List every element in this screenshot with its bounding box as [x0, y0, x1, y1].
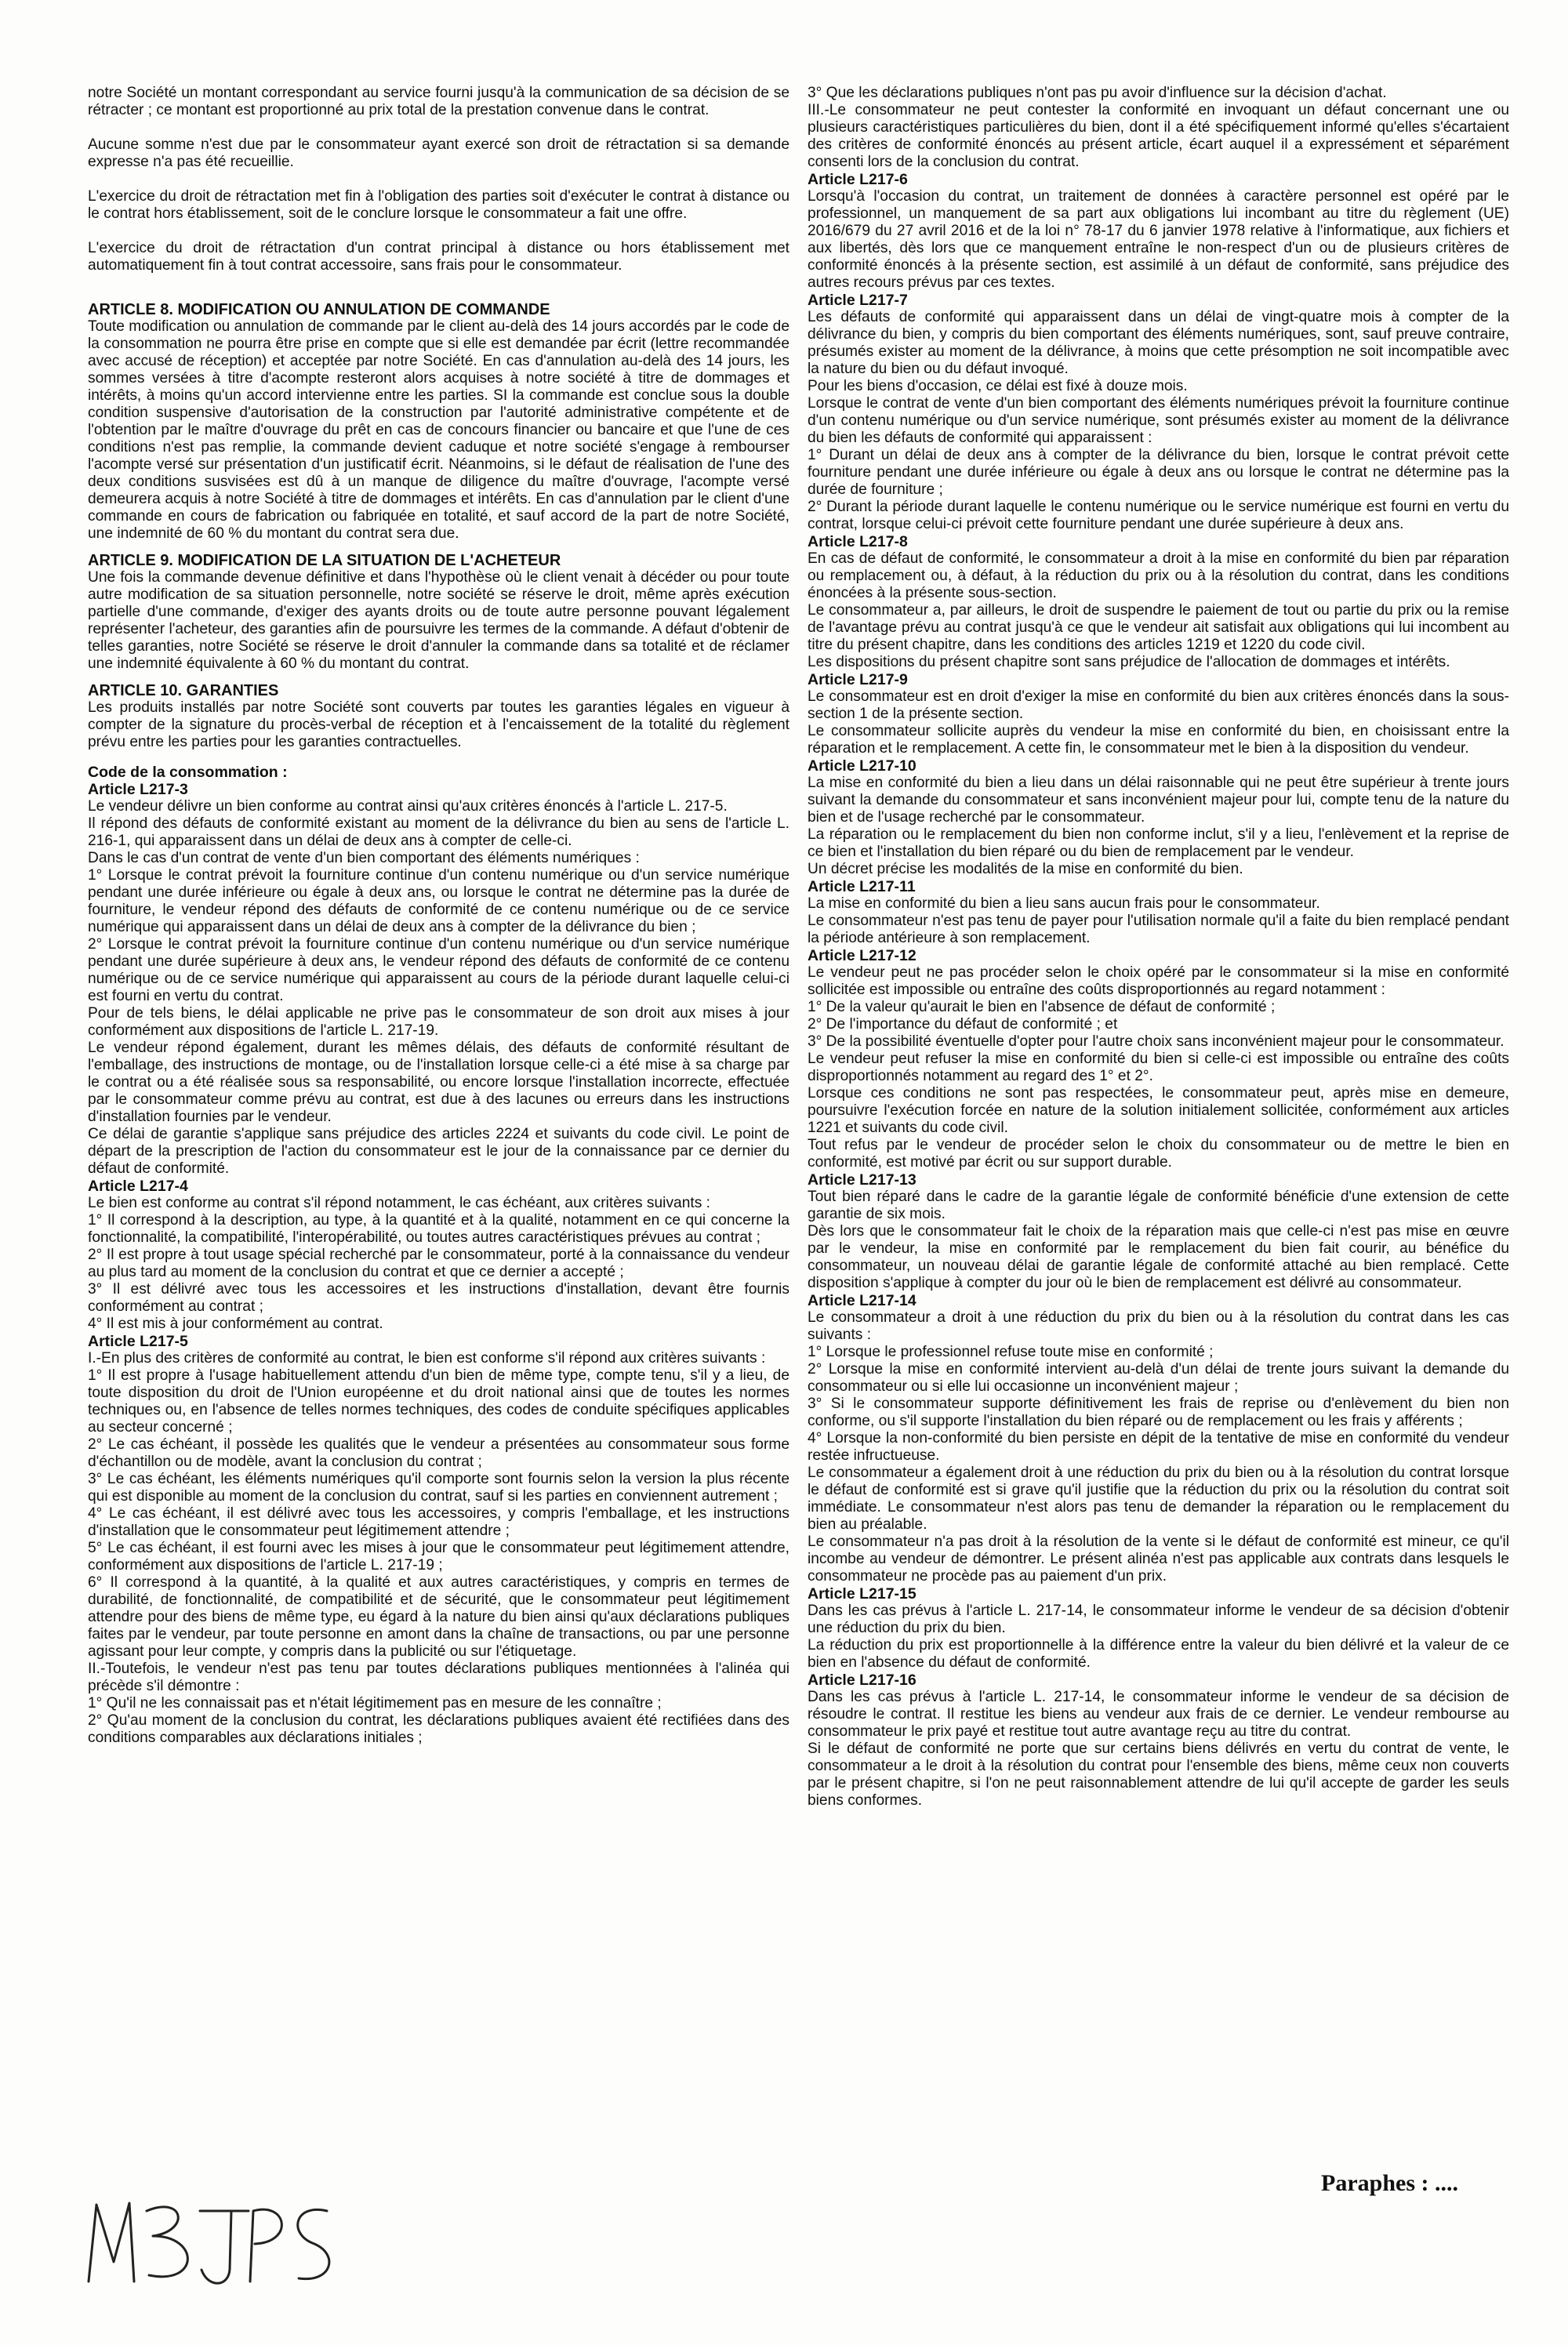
- paragraph: 2° Lorsque le contrat prévoit la fourniture continue d'un contenu numérique ou d'un service numérique pendant une durée supérieure à deux ans, le vendeur répond des défauts de conformité de ce contenu numérique ou de ce service numérique qui apparaissent au cours de la période durant laquelle celui-ci est fourni en vertu du contrat.: [88, 936, 789, 1004]
- paragraph: 3° De la possibilité éventuelle d'opter pour l'autre choix sans inconvénient majeur pour le consommateur.: [808, 1033, 1504, 1050]
- paragraph: Ce délai de garantie s'applique sans préjudice des articles 2224 et suivants du code civil. Le point de départ de la prescription de l'action du consommateur est le jour de la connaissance par ce dernier du défaut de conformité.: [88, 1126, 789, 1177]
- paragraph: III.-Le consommateur ne peut contester la conformité en invoquant un défaut concernant une ou plusieurs caractéristiques particulières du bien, dont il a été spécifiquement informé qu'elles s'écartaient des critères de conformité énoncés au présent article, écart auquel il a expressément et séparément consenti lors de la conclusion du contrat.: [808, 102, 1509, 170]
- paragraph: La réparation ou le remplacement du bien non conforme inclut, s'il y a lieu, l'enlèvement et la reprise de ce bien et l'installation du bien réparé ou du bien de remplacement par le vendeur.: [808, 826, 1509, 860]
- article-heading: Article L217-10: [808, 757, 916, 775]
- paragraph: 1° Lorsque le professionnel refuse toute mise en conformité ;: [808, 1344, 1214, 1360]
- paragraph: 1° Durant un délai de deux ans à compter de la délivrance du bien, lorsque le contrat prévoit cette fourniture pendant une durée inférieure ou égale à deux ans ou lorsque le contrat ne détermine pas la durée de fourniture ;: [808, 447, 1509, 498]
- paragraph: Le vendeur peut refuser la mise en conformité du bien si celle-ci est impossible ou entraîne des coûts disproportionnés notamment au regard des 1° et 2°.: [808, 1051, 1509, 1084]
- article-heading: Article L217-9: [808, 671, 908, 688]
- paragraph: Le consommateur n'a pas droit à la résolution de la vente si le défaut de conformité est mineur, ce qu'il incombe au vendeur de démontrer. Le présent alinéa n'est pas applicable aux contrats dans lesquels le consommateur ne procède pas au paiement d'un prix.: [808, 1534, 1509, 1585]
- paragraph: 6° Il correspond à la quantité, à la qualité et aux autres caractéristiques, y compris en termes de durabilité, de fonctionnalité, de compatibilité et de sécurité, que le consommateur peut légitimement attendre pour des biens de même type, eu égard à la nature du bien ainsi qu'aux déclarations publiques faites par le vendeur, par toute personne en amont dans la chaîne de transactions, ou par une personne agissant pour leur compte, y compris dans la publicité ou sur l'étiquetage.: [88, 1574, 789, 1660]
- paragraph: 2° Lorsque la mise en conformité intervient au-delà d'un délai de trente jours suivant la demande du consommateur ou si elle lui occasionne un inconvénient majeur ;: [808, 1361, 1509, 1395]
- paragraph: 4° Le cas échéant, il est délivré avec tous les accessoires, y compris l'emballage, et les instructions d'installation que le consommateur peut légitimement attendre ;: [88, 1505, 789, 1539]
- paragraph: 3° Il est délivré avec tous les accessoires et les instructions d'installation, devant être fournis conformément au contrat ;: [88, 1281, 789, 1315]
- paragraph: 4° Lorsque la non-conformité du bien persiste en dépit de la tentative de mise en conformité du vendeur restée infructueuse.: [808, 1430, 1509, 1464]
- paragraph: Le vendeur peut ne pas procéder selon le choix opéré par le consommateur si la mise en conformité sollicitée est impossible ou entraîne des coûts disproportionnés au regard notamment :: [808, 964, 1509, 998]
- paragraph: Dès lors que le consommateur fait le choix de la réparation mais que celle-ci n'est pas mise en œuvre par le vendeur, la mise en conformité par le remplacement du bien fait courir, au bénéfice du consommateur, un nouveau délai de garantie légale de conformité attaché au bien remplacé. Cette disposition s'applique à compter du jour où le bien de remplacement est délivré au consommateur.: [808, 1223, 1509, 1291]
- paragraph: 4° Il est mis à jour conformément au contrat.: [88, 1316, 383, 1332]
- paragraph: Les dispositions du présent chapitre sont sans préjudice de l'allocation de dommages et intérêts.: [808, 654, 1450, 670]
- paragraph: Pour les biens d'occasion, ce délai est fixé à douze mois.: [808, 378, 1188, 394]
- paragraph: Lorsqu'à l'occasion du contrat, un traitement de données à caractère personnel est opéré par le professionnel, un manquement de sa part aux obligations lui incombant au titre du règlement (UE) 2016/679 du 27 avril 2016 et de la loi n° 78-17 du 6 janvier 1978 relative à l'informatique, aux fichiers et aux libertés, dès lors que ce manquement entraîne le non-respect d'un ou de plusieurs critères de conformité énoncés à la présente section, est assimilé à un défaut de conformité, sans préjudice des autres recours prévus par ces textes.: [808, 188, 1509, 291]
- paragraph: Le vendeur répond également, durant les mêmes délais, des défauts de conformité résultant de l'emballage, des instructions de montage, ou de l'installation lorsque celle-ci a été mise à sa charge par le contrat ou a été réalisée sous sa responsabilité, ou encore lorsque l'installation incorrecte, effectuée par le consommateur comme prévu au contrat, est due à des lacunes ou erreurs dans les instructions d'installation fournies par le vendeur.: [88, 1040, 789, 1125]
- paragraph: 5° Le cas échéant, il est fourni avec les mises à jour que le consommateur peut légitimement attendre, conformément aux dispositions de l'article L. 217-19 ;: [88, 1540, 789, 1574]
- article-8-body: Toute modification ou annulation de commande par le client au-delà des 14 jours accordés par le code de la consommation ne pourra être prise en compte que si elle est demandée par écrit (lettre recommandée avec accusé de réception) et acceptée par notre Société. En cas d'annulation au-delà des 14 jours, les sommes versées à titre d'acompte resteront alors acquises à notre société à titre de dommages et intérêts, à moins qu'un accord intervienne entre les parties. SI la commande est conclue sous la double condition suspensive d'autorisation de la construction par l'autorité administrative compétente et de l'obtention par le maître d'ouvrage du prêt en cas de concours financier ou bancaire et que l'une de ces conditions n'est pas remplie, la commande devient caduque et notre société s'engage à rembourser l'acompte versé sur présentation d'un justificatif écrit. Néanmoins, si le défaut de réalisation de l'une des deux conditions susvisées est dû à un manque de diligence du maître d'ouvrage, l'acompte versé demeurera acquis à notre Société à titre de dommages et intérêts. En cas d'annulation par le client d'une commande en cours de fabrication ou fabriquée en totalité, et sauf accord de la part de notre Société, une indemnité de 60 % du montant du contrat sera due.: [88, 318, 789, 542]
- paragraph: 2° Il est propre à tout usage spécial recherché par le consommateur, porté à la connaissance du vendeur au plus tard au moment de la conclusion du contrat et que ce dernier a accepté ;: [88, 1247, 789, 1280]
- paragraph: Le consommateur a également droit à une réduction du prix du bien ou à la résolution du contrat lorsque le défaut de conformité est si grave qu'il justifie que la réduction du prix ou la résolution du contrat soit immédiate. Le consommateur n'est alors pas tenu de demander la réparation ou le remplacement du bien au préalable.: [808, 1465, 1509, 1533]
- article-heading: Article L217-5: [88, 1333, 188, 1350]
- paragraph: Les défauts de conformité qui apparaissent dans un délai de vingt-quatre mois à compter de la délivrance du bien, y compris du bien comportant des éléments numériques, sont, sauf preuve contraire, présumés exister au moment de la délivrance, à moins que cette présomption ne soit incompatible avec la nature du bien ou du défaut invoqué.: [808, 309, 1509, 377]
- left-column: [88, 85, 789, 1747]
- article-heading: Article L217-3: [88, 781, 188, 798]
- paragraph: Le consommateur n'est pas tenu de payer pour l'utilisation normale qu'il a faite du bien remplacé pendant la période antérieure à son remplacement.: [808, 913, 1509, 946]
- paragraph: notre Société un montant correspondant au service fourni jusqu'à la communication de sa décision de se rétracter ; ce montant est proportionné au prix total de la prestation convenue dans le contrat.: [88, 85, 789, 118]
- right-column: [808, 85, 1509, 1810]
- article-heading: Article L217-12: [808, 947, 916, 964]
- article-9-body: Une fois la commande devenue définitive et dans l'hypothèse où le client venait à décéder ou pour toute autre modification de sa situation personnelle, notre société se réserve le droit, même après exécution partielle d'une commande, d'exiger des ayants droits ou de toute autre personne pouvant légalement représenter l'acheteur, des garanties afin de poursuivre les termes de la commande. A défaut d'obtenir de telles garanties, notre Société se réserve le droit d'annuler la commande dans sa totalité et de réclamer une indemnité équivalente à 60 % du montant du contrat.: [88, 569, 789, 672]
- paragraph: 1° Qu'il ne les connaissait pas et n'était légitimement pas en mesure de les connaître ;: [88, 1695, 662, 1712]
- handwritten-initials-signature: [82, 2187, 341, 2297]
- article-heading: Article L217-7: [808, 292, 908, 309]
- paragraph: 1° Lorsque le contrat prévoit la fourniture continue d'un contenu numérique ou d'un service numérique pendant une durée inférieure ou égale à deux ans, ou lorsque le contrat ne détermine pas la durée de fourniture, le vendeur répond des défauts de conformité de ce contenu numérique ou de ce service numérique qui apparaissent dans un délai de deux ans à compter de la délivrance du bien ;: [88, 867, 789, 935]
- paragraph: 2° Qu'au moment de la conclusion du contrat, les déclarations publiques avaient été rectifiées dans des conditions comparables aux déclarations initiales ;: [88, 1712, 789, 1746]
- article-8-heading: ARTICLE 8. MODIFICATION OU ANNULATION DE COMMANDE: [88, 301, 550, 318]
- article-9-heading: ARTICLE 9. MODIFICATION DE LA SITUATION DE L'ACHETEUR: [88, 552, 561, 569]
- paragraph: Il répond des défauts de conformité existant au moment de la délivrance du bien au sens de l'article L. 216-1, qui apparaissent dans un délai de deux ans à compter de celle-ci.: [88, 815, 789, 849]
- article-heading: Article L217-14: [808, 1292, 916, 1309]
- paragraph: Lorsque ces conditions ne sont pas respectées, le consommateur peut, après mise en demeure, poursuivre l'exécution forcée en nature de la solution initialement sollicitée, conformément aux articles 1221 et suivants du code civil.: [808, 1085, 1509, 1136]
- paragraph: 1° De la valeur qu'aurait le bien en l'absence de défaut de conformité ;: [808, 999, 1276, 1015]
- article-10-body: Les produits installés par notre Société sont couverts par toutes les garanties légales en vigueur à compter de la signature du procès-verbal de réception et à l'encaissement de la totalité du règlement prévu entre les parties pour les garanties contractuelles.: [88, 699, 789, 750]
- paragraph: 3° Le cas échéant, les éléments numériques qu'il comporte sont fournis selon la version la plus récente qui est disponible au moment de la conclusion du contrat, sauf si les parties en conviennent autrement ;: [88, 1471, 789, 1505]
- right-articles: [808, 171, 1509, 1810]
- paragraph: 3° Que les déclarations publiques n'ont pas pu avoir d'influence sur la décision d'achat.: [808, 85, 1387, 101]
- paragraph: 1° Il correspond à la description, au type, à la quantité et à la qualité, notamment en ce qui concerne la fonctionnalité, la compatibilité, l'interopérabilité, ou toutes autres caractéristiques prévues au contrat ;: [88, 1212, 789, 1246]
- paragraph: 2° Durant la période durant laquelle le contenu numérique ou le service numérique est fourni en vertu du contrat, lorsque celui-ci prévoit cette fourniture pendant une durée supérieure à deux ans.: [808, 499, 1509, 532]
- paragraph: 1° Il est propre à l'usage habituellement attendu d'un bien de même type, compte tenu, s'il y a lieu, de toute disposition du droit de l'Union européenne et du droit national ainsi que de toutes les normes techniques ou, en l'absence de telles normes techniques, des codes de conduite spécifiques applicables au secteur concerné ;: [88, 1367, 789, 1436]
- article-10-heading: ARTICLE 10. GARANTIES: [88, 682, 279, 699]
- article-heading: Article L217-6: [808, 171, 908, 188]
- paragraph: Dans les cas prévus à l'article L. 217-14, le consommateur informe le vendeur de sa décision de résoudre le contrat. Il restitue les biens au vendeur aux frais de ce dernier. Le vendeur rembourse au consommateur le prix payé et restitue tout autre avantage reçu au titre du contrat.: [808, 1689, 1509, 1740]
- paragraph: L'exercice du droit de rétractation met fin à l'obligation des parties soit d'exécuter le contrat à distance ou le contrat hors établissement, soit de le conclure lorsque le consommateur a fait une offre.: [88, 188, 789, 222]
- article-heading: Article L217-8: [808, 533, 908, 550]
- paragraph: Le consommateur a, par ailleurs, le droit de suspendre le paiement de tout ou partie du prix ou la remise de l'avantage prévu au contrat jusqu'à ce que le vendeur ait satisfait aux obligations qui lui incombent au titre du présent chapitre, dans les conditions des articles 1219 et 1220 du code civil.: [808, 602, 1509, 653]
- paragraph: Dans les cas prévus à l'article L. 217-14, le consommateur informe le vendeur de sa décision d'obtenir une réduction du prix du bien.: [808, 1603, 1509, 1636]
- paragraph: 2° Le cas échéant, il possède les qualités que le vendeur a présentées au consommateur sous forme d'échantillon ou de modèle, avant la conclusion du contrat ;: [88, 1436, 789, 1470]
- paragraph: Le vendeur délivre un bien conforme au contrat ainsi qu'aux critères énoncés à l'article L. 217-5.: [88, 798, 728, 815]
- article-heading: Article L217-4: [88, 1178, 188, 1195]
- paragraph: Pour de tels biens, le délai applicable ne prive pas le consommateur de son droit aux mises à jour conformément aux dispositions de l'article L. 217-19.: [88, 1005, 789, 1039]
- paragraph: Aucune somme n'est due par le consommateur ayant exercé son droit de rétractation si sa demande expresse n'a pas été recueillie.: [88, 136, 789, 170]
- paragraph: Lorsque le contrat de vente d'un bien comportant des éléments numériques prévoit la fourniture continue d'un contenu numérique ou d'un service numérique, sont présumés exister au moment de la délivrance du bien les défauts de conformité qui apparaissent :: [808, 395, 1509, 446]
- paragraph: Le consommateur a droit à une réduction du prix du bien ou à la résolution du contrat dans les cas suivants :: [808, 1309, 1509, 1343]
- paragraph: Tout bien réparé dans le cadre de la garantie légale de conformité bénéficie d'une extension de cette garantie de six mois.: [808, 1189, 1509, 1222]
- article-heading: Article L217-13: [808, 1171, 916, 1189]
- article-heading: Article L217-11: [808, 878, 916, 895]
- paragraph: En cas de défaut de conformité, le consommateur a droit à la mise en conformité du bien par réparation ou remplacement ou, à défaut, à la réduction du prix ou à la résolution du contrat, dans les conditions énoncées à la présente sous-section.: [808, 550, 1509, 601]
- paragraph: Le bien est conforme au contrat s'il répond notamment, le cas échéant, aux critères suivants :: [88, 1195, 710, 1211]
- paraphes-label: Paraphes : ....: [1321, 2170, 1458, 2196]
- paragraph: Tout refus par le vendeur de procéder selon le choix du consommateur ou de mettre le bien en conformité, est motivé par écrit ou sur support durable.: [808, 1137, 1509, 1171]
- paragraph: L'exercice du droit de rétractation d'un contrat principal à distance ou hors établissement met automatiquement fin à tout contrat accessoire, sans frais pour le consommateur.: [88, 240, 789, 274]
- paragraph: Si le défaut de conformité ne porte que sur certains biens délivrés en vertu du contrat de vente, le consommateur a le droit à la résolution du contrat pour l'ensemble des biens, même ceux non couverts par le présent chapitre, si l'on ne peut raisonnablement attendre de lui qu'il accepte de garder les seuls biens conformes.: [808, 1741, 1509, 1809]
- paragraph: Le consommateur sollicite auprès du vendeur la mise en conformité du bien, en choisissant entre la réparation et le remplacement. A cette fin, le consommateur met le bien à la disposition du vendeur.: [808, 723, 1509, 757]
- paragraph: 3° Si le consommateur supporte définitivement les frais de reprise ou d'enlèvement du bien non conforme, ou s'il supporte l'installation du bien réparé ou de remplacement ou les frais y afférents ;: [808, 1396, 1509, 1429]
- paragraph: La mise en conformité du bien a lieu dans un délai raisonnable qui ne peut être supérieur à trente jours suivant la demande du consommateur et sans inconvénient majeur pour lui, compte tenu de la nature du bien et de l'usage recherché par le consommateur.: [808, 775, 1509, 826]
- paragraph: II.-Toutefois, le vendeur n'est pas tenu par toutes déclarations publiques mentionnées à l'alinéa qui précède s'il démontre :: [88, 1661, 789, 1694]
- paragraph: Le consommateur est en droit d'exiger la mise en conformité du bien aux critères énoncés dans la sous-section 1 de la présente section.: [808, 688, 1509, 722]
- paragraph: La réduction du prix est proportionnelle à la différence entre la valeur du bien délivré et la valeur de ce bien en l'absence du défaut de conformité.: [808, 1637, 1509, 1671]
- code-consommation-heading: Code de la consommation :: [88, 764, 288, 781]
- paragraph: I.-En plus des critères de conformité au contrat, le bien est conforme s'il répond aux critères suivants :: [88, 1350, 766, 1367]
- paragraph: 2° De l'importance du défaut de conformité ; et: [808, 1016, 1118, 1033]
- article-heading: Article L217-16: [808, 1672, 916, 1689]
- article-heading: Article L217-15: [808, 1585, 916, 1603]
- paragraph: Dans le cas d'un contrat de vente d'un bien comportant des éléments numériques :: [88, 850, 640, 866]
- paragraph: La mise en conformité du bien a lieu sans aucun frais pour le consommateur.: [808, 895, 1320, 912]
- paragraph: Un décret précise les modalités de la mise en conformité du bien.: [808, 861, 1243, 877]
